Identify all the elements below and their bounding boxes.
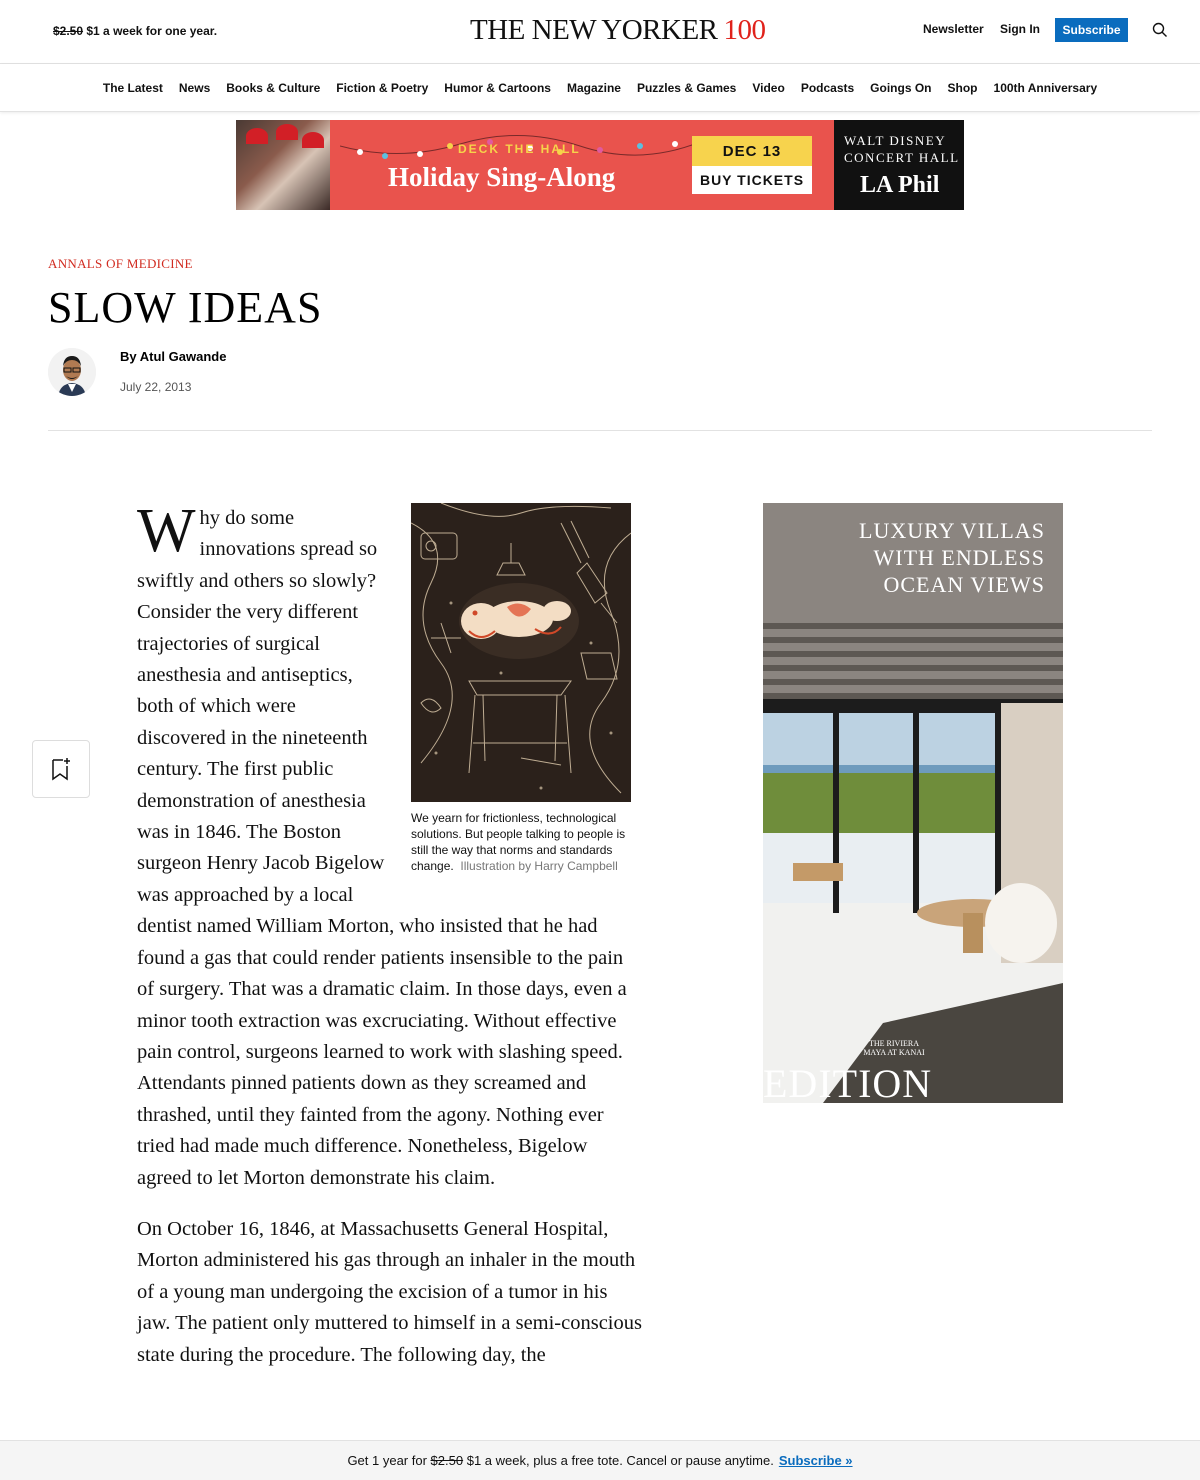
- nav-item-the-latest[interactable]: The Latest: [102, 80, 163, 95]
- bottom-bar-text-pre: Get 1 year for: [347, 1453, 427, 1468]
- illustration-icon: [411, 503, 631, 802]
- nav-item-humor-cartoons[interactable]: Humor & Cartoons: [444, 80, 551, 95]
- article-figure: [411, 503, 643, 874]
- bookmark-add-icon: [51, 757, 71, 781]
- ad-headline: Holiday Sing-Along: [388, 162, 616, 192]
- author-avatar-icon: [48, 348, 96, 396]
- ad-org-logo: LA Phil: [860, 172, 940, 198]
- figure-credit: Illustration by Harry Campbell: [460, 859, 618, 873]
- illustration-image[interactable]: [411, 503, 631, 802]
- ad-venue: WALT DISNEY CONCERT HALL: [844, 133, 960, 165]
- newsletter-link[interactable]: Newsletter: [923, 22, 984, 36]
- caption-text: We yearn for frictionless, technological solutions. But people talking to people is still the way that norms and standards change.: [411, 811, 626, 873]
- nav-item-books-culture[interactable]: Books & Culture: [226, 80, 321, 95]
- promo-offer[interactable]: [53, 24, 217, 38]
- bottom-subscribe-link[interactable]: Subscribe »: [778, 1453, 853, 1468]
- nav-item-news[interactable]: News: [178, 80, 211, 95]
- bottom-subscribe-bar: [0, 1440, 1200, 1480]
- nav-item-podcasts[interactable]: Podcasts: [800, 80, 855, 95]
- side-ad[interactable]: [763, 503, 1063, 1103]
- side-ad-headline-line-1: LUXURY VILLAS: [859, 518, 1045, 543]
- nav-item-100th-anniversary[interactable]: 100th Anniversary: [993, 80, 1098, 95]
- side-ad-headline-line-2: WITH ENDLESS: [873, 545, 1045, 570]
- header-divider: [48, 430, 1152, 431]
- paragraph-1: [137, 497, 643, 1194]
- logo-text: THE NEW YORKER: [470, 14, 718, 46]
- ad-banner[interactable]: [236, 120, 964, 210]
- article-body: [137, 497, 643, 1391]
- ad-date: DEC 13: [692, 136, 812, 166]
- ad-main-panel: [330, 120, 834, 210]
- author-avatar[interactable]: [48, 348, 96, 396]
- top-bar: [0, 0, 1200, 64]
- site-logo[interactable]: [470, 14, 766, 47]
- ad-venue-panel: [834, 120, 964, 210]
- promo-text: $1 a week for one year.: [86, 24, 218, 38]
- side-ad-headline: [859, 517, 1045, 598]
- ad-choir-photo: [236, 120, 330, 210]
- main-nav: [0, 64, 1200, 112]
- bottom-bar-old-price: $2.50: [430, 1453, 464, 1468]
- nav-item-magazine[interactable]: Magazine: [566, 80, 621, 95]
- promo-old-price: $2.50: [53, 24, 84, 38]
- figure-caption: [411, 810, 637, 874]
- nav-item-video[interactable]: Video: [752, 80, 785, 95]
- buy-tickets-button[interactable]: BUY TICKETS: [692, 166, 812, 194]
- bottom-bar-text-post: $1 a week, plus a free tote. Cancel or pause anytime.: [466, 1453, 774, 1468]
- logo-centennial: 100: [723, 14, 766, 46]
- search-icon[interactable]: [1152, 22, 1168, 38]
- paragraph-1-text: hy do some innovations spread so swiftly and others so slowly? Consider the very different trajectories of surgical anesthesia and antiseptics, both of which were discovered in the nineteenth century. The first public demonstration of anesthesia was in 1846. The Boston surgeon Henry Jacob Bigelow was approached by a local dentist named William Morton, who insisted that he had found a gas that could render patients insensible to the pain of surgery. That was a dramatic claim. In those days, even a minor tooth extraction was excruciating. Without effective pain control, surgeons learned to work with slashing speed. Attendants pinned patients down as they screamed and thrashed, until they fainted from the agony. Nothing ever tried had made much difference. Nonetheless, Bigelow agreed to let Morton demonstrate his claim.: [137, 507, 627, 1189]
- ad-kicker: DECK THE HALL: [458, 142, 581, 156]
- signin-link[interactable]: Sign In: [1000, 22, 1040, 36]
- side-ad-subbrand: THE RIVIERA MAYA AT KANAI: [863, 1039, 925, 1057]
- drop-cap: W: [137, 497, 196, 565]
- article-rubric[interactable]: ANNALS OF MEDICINE: [48, 256, 193, 271]
- nav-item-puzzles-games[interactable]: Puzzles & Games: [636, 80, 737, 95]
- nav-item-goings-on[interactable]: Goings On: [870, 80, 932, 95]
- paragraph-2: On October 16, 1846, at Massachusetts General Hospital, Morton administered his gas through an inhaler in the mouth of a young man undergoing the excision of a tumor in his jaw. The patient only muttered to himself in a semi-conscious state during the procedure. The following day, the: [137, 1217, 642, 1366]
- nav-item-shop[interactable]: Shop: [947, 80, 978, 95]
- nav-item-fiction-poetry[interactable]: Fiction & Poetry: [336, 80, 429, 95]
- save-bookmark-button[interactable]: [32, 740, 90, 798]
- publish-date: July 22, 2013: [120, 380, 192, 394]
- side-ad-headline-line-3: OCEAN VIEWS: [883, 572, 1045, 597]
- subscribe-button[interactable]: Subscribe: [1055, 18, 1128, 42]
- side-ad-brand: EDITION: [763, 1061, 933, 1103]
- author-byline[interactable]: By Atul Gawande: [120, 349, 227, 364]
- article-title: SLOW IDEAS: [48, 283, 323, 332]
